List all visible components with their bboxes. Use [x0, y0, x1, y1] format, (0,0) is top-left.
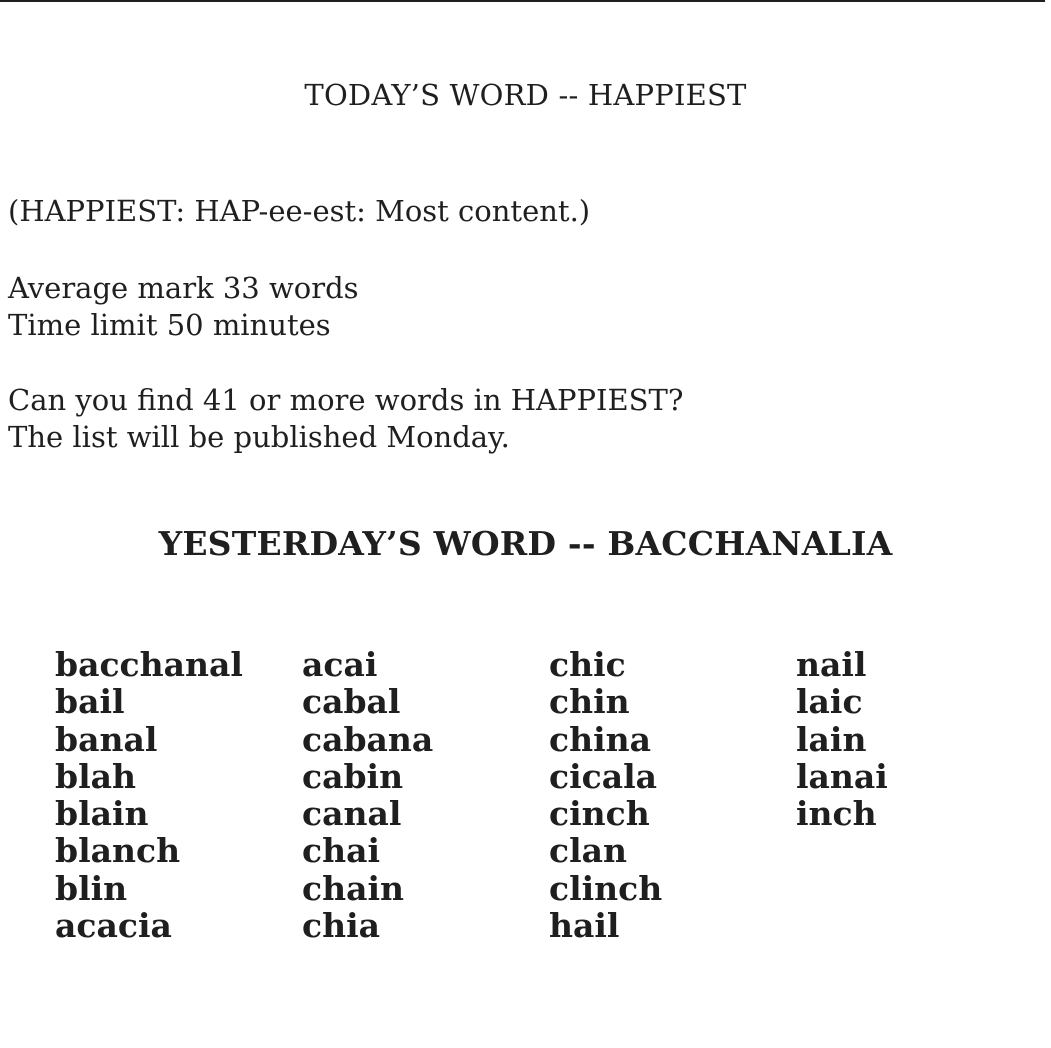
yesterdays-word-title: YESTERDAY’S WORD -- BACCHANALIA	[158, 524, 893, 563]
word-list-item: blin	[55, 868, 128, 908]
word-list-item: acai	[302, 645, 378, 684]
word-list-item: canal	[302, 794, 402, 834]
average-mark: Average mark 33 words	[8, 271, 359, 305]
word-list-item: chai	[302, 831, 381, 871]
word-list-item: cabal	[302, 682, 401, 722]
word-list-item: laic	[796, 682, 863, 722]
word-column-2	[302, 646, 562, 944]
word-list-item: banal	[55, 719, 158, 759]
challenge-question: Can you find 41 or more words in HAPPIEST?	[8, 383, 684, 417]
word-list-item: cabana	[302, 719, 434, 759]
word-list-item: inch	[796, 794, 877, 834]
word-list-item: china	[549, 719, 651, 759]
word-list-item: clinch	[549, 868, 663, 908]
word-column-4	[796, 646, 1051, 832]
publish-note: The list will be published Monday.	[8, 420, 510, 454]
word-list-item: chia	[302, 906, 381, 946]
word-list-item: cabin	[302, 756, 404, 796]
word-column-3	[549, 646, 809, 944]
word-definition: (HAPPIEST: HAP-ee-est: Most content.)	[8, 194, 591, 228]
word-list-item: bacchanal	[55, 645, 243, 684]
word-list-item: chic	[549, 645, 626, 684]
word-list-item: hail	[549, 906, 620, 946]
word-list-item: cinch	[549, 794, 650, 834]
word-list-item: blanch	[55, 831, 181, 871]
word-list-item: blah	[55, 756, 136, 796]
word-list-item: chain	[302, 868, 404, 908]
time-limit: Time limit 50 minutes	[8, 308, 331, 342]
word-list-item: acacia	[55, 906, 172, 946]
word-column-1	[55, 646, 315, 944]
top-border-frame	[0, 0, 1045, 2]
word-list-item: chin	[549, 682, 630, 722]
word-list-item: blain	[55, 794, 149, 834]
todays-word-title: TODAY’S WORD -- HAPPIEST	[304, 78, 747, 112]
word-list-item: nail	[796, 645, 867, 684]
word-list-item: lain	[796, 719, 867, 759]
word-list-item: lanai	[796, 756, 888, 796]
word-list-item: clan	[549, 831, 628, 871]
word-list-item: bail	[55, 682, 125, 722]
word-list-item: cicala	[549, 756, 658, 796]
